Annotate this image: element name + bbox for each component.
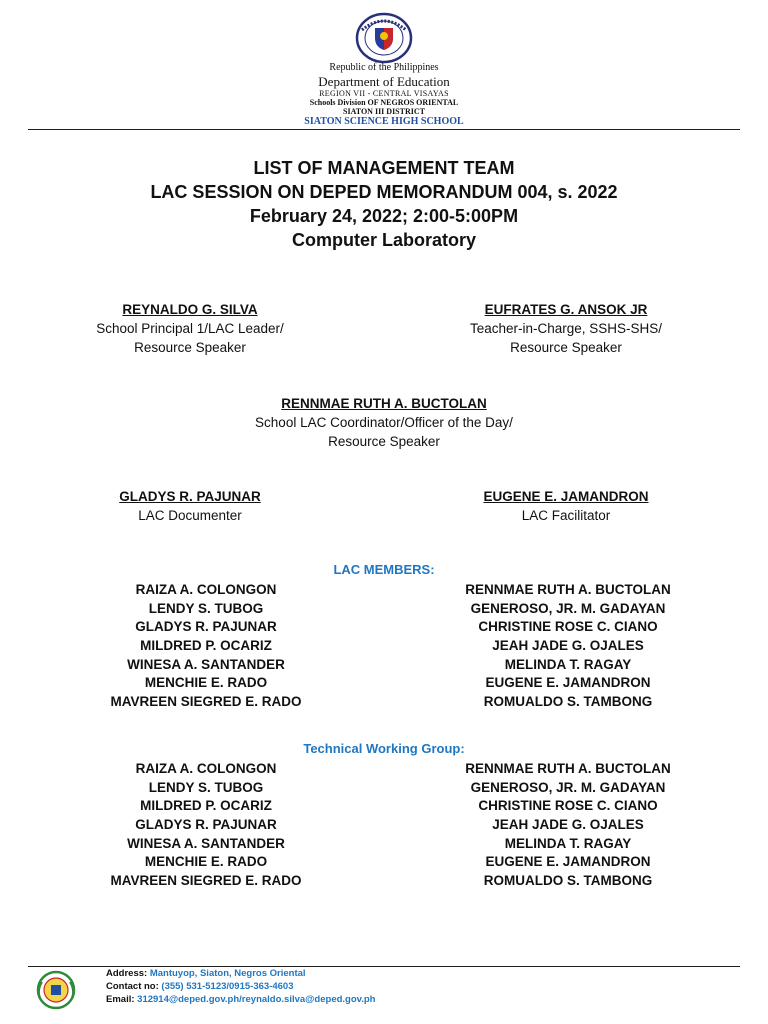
email-link[interactable]: 312914@deped.gov.ph/reynaldo.silva@deped.gov.ph — [137, 994, 376, 1005]
officer-name: GLADYS R. PAJUNAR — [119, 489, 261, 504]
officer-documenter — [55, 487, 325, 525]
lac-members-heading: LAC MEMBERS: — [333, 562, 435, 577]
lac-members-left-column — [56, 581, 356, 712]
member-name: ROMUALDO S. TAMBONG — [483, 873, 653, 889]
officer-facilitator — [428, 487, 704, 525]
officer-name: EUGENE E. JAMANDRON — [483, 489, 649, 504]
member-name: MAVREEN SIEGRED E. RADO — [110, 873, 302, 889]
member-name: GENEROSO, JR. M. GADAYAN — [470, 600, 666, 616]
address-label: Address: — [106, 968, 148, 979]
member-name: MAVREEN SIEGRED E. RADO — [110, 694, 302, 710]
footer-address — [106, 968, 306, 981]
officer-name: RENNMAE RUTH A. BUCTOLAN — [281, 396, 487, 411]
school-name: SIATON SCIENCE HIGH SCHOOL — [304, 116, 464, 127]
officer-role: School Principal 1/LAC Leader/ — [96, 321, 284, 336]
member-name: LENDY S. TUBOG — [148, 779, 264, 795]
member-name: JEAH JADE G. OJALES — [492, 817, 644, 833]
member-name: GLADYS R. PAJUNAR — [135, 619, 277, 635]
officer-teacher-in-charge — [428, 300, 704, 357]
twg-left-column — [56, 760, 356, 891]
officer-role: Resource Speaker — [134, 340, 246, 355]
member-name: EUGENE E. JAMANDRON — [485, 675, 651, 691]
member-name: MELINDA T. RAGAY — [504, 835, 632, 851]
officer-coordinator — [184, 394, 584, 451]
footer-divider — [28, 966, 740, 967]
member-name: RAIZA A. COLONGON — [135, 761, 277, 776]
footer-email — [106, 994, 375, 1007]
officer-principal — [55, 300, 325, 357]
officer-name: REYNALDO G. SILVA — [122, 302, 258, 317]
contact-value: (355) 531-5123/0915-363-4603 — [161, 981, 294, 992]
address-value: Mantuyop, Siaton, Negros Oriental — [149, 968, 306, 979]
member-name: MILDRED P. OCARIZ — [140, 798, 272, 814]
member-name: RENNMAE RUTH A. BUCTOLAN — [465, 582, 671, 597]
document-title: LIST OF MANAGEMENT TEAM — [253, 158, 515, 178]
member-name: CHRISTINE ROSE C. CIANO — [478, 798, 658, 814]
member-name: MENCHIE E. RADO — [144, 675, 268, 691]
officer-role: School LAC Coordinator/Officer of the Day/ — [255, 415, 513, 430]
email-label: Email: — [106, 994, 135, 1005]
twg-heading: Technical Working Group: — [303, 741, 465, 756]
footer-contact — [106, 981, 293, 994]
officer-name: EUFRATES G. ANSOK JR — [484, 302, 648, 317]
session-venue: Computer Laboratory — [291, 230, 477, 250]
officer-role: Resource Speaker — [510, 340, 622, 355]
region-line: REGION VII - CENTRAL VISAYAS — [319, 89, 449, 98]
lac-members-right-column — [418, 581, 718, 712]
member-name: EUGENE E. JAMANDRON — [485, 854, 651, 870]
member-name: WINESA A. SANTANDER — [127, 835, 285, 851]
member-name: CHRISTINE ROSE C. CIANO — [478, 619, 658, 635]
district-line: SIATON III DISTRICT — [343, 107, 425, 116]
republic-line: Republic of the Philippines — [329, 62, 439, 73]
member-name: MILDRED P. OCARIZ — [140, 638, 272, 654]
school-logo-icon — [36, 970, 76, 1010]
member-name: GENEROSO, JR. M. GADAYAN — [470, 779, 666, 795]
member-name: JEAH JADE G. OJALES — [492, 638, 644, 654]
division-line: Schools Division OF NEGROS ORIENTAL — [309, 98, 459, 107]
member-name: RAIZA A. COLONGON — [135, 582, 277, 597]
officer-role: Teacher-in-Charge, SSHS-SHS/ — [469, 321, 663, 336]
department-line: Department of Education — [318, 74, 450, 89]
member-name: RENNMAE RUTH A. BUCTOLAN — [465, 761, 671, 776]
member-name: WINESA A. SANTANDER — [127, 656, 285, 672]
header-divider — [28, 129, 740, 130]
session-title: LAC SESSION ON DEPED MEMORANDUM 004, s. 2022 — [150, 182, 618, 202]
contact-label: Contact no: — [106, 981, 159, 992]
member-name: GLADYS R. PAJUNAR — [135, 817, 277, 833]
deped-seal-icon — [350, 12, 418, 64]
officer-role: LAC Documenter — [138, 508, 242, 523]
officer-role: Resource Speaker — [328, 434, 440, 449]
member-name: LENDY S. TUBOG — [148, 600, 264, 616]
member-name: MENCHIE E. RADO — [144, 854, 268, 870]
session-date: February 24, 2022; 2:00-5:00PM — [249, 206, 519, 226]
member-name: ROMUALDO S. TAMBONG — [483, 694, 653, 710]
member-name: MELINDA T. RAGAY — [504, 656, 632, 672]
officer-role: LAC Facilitator — [521, 508, 611, 523]
twg-right-column — [418, 760, 718, 891]
